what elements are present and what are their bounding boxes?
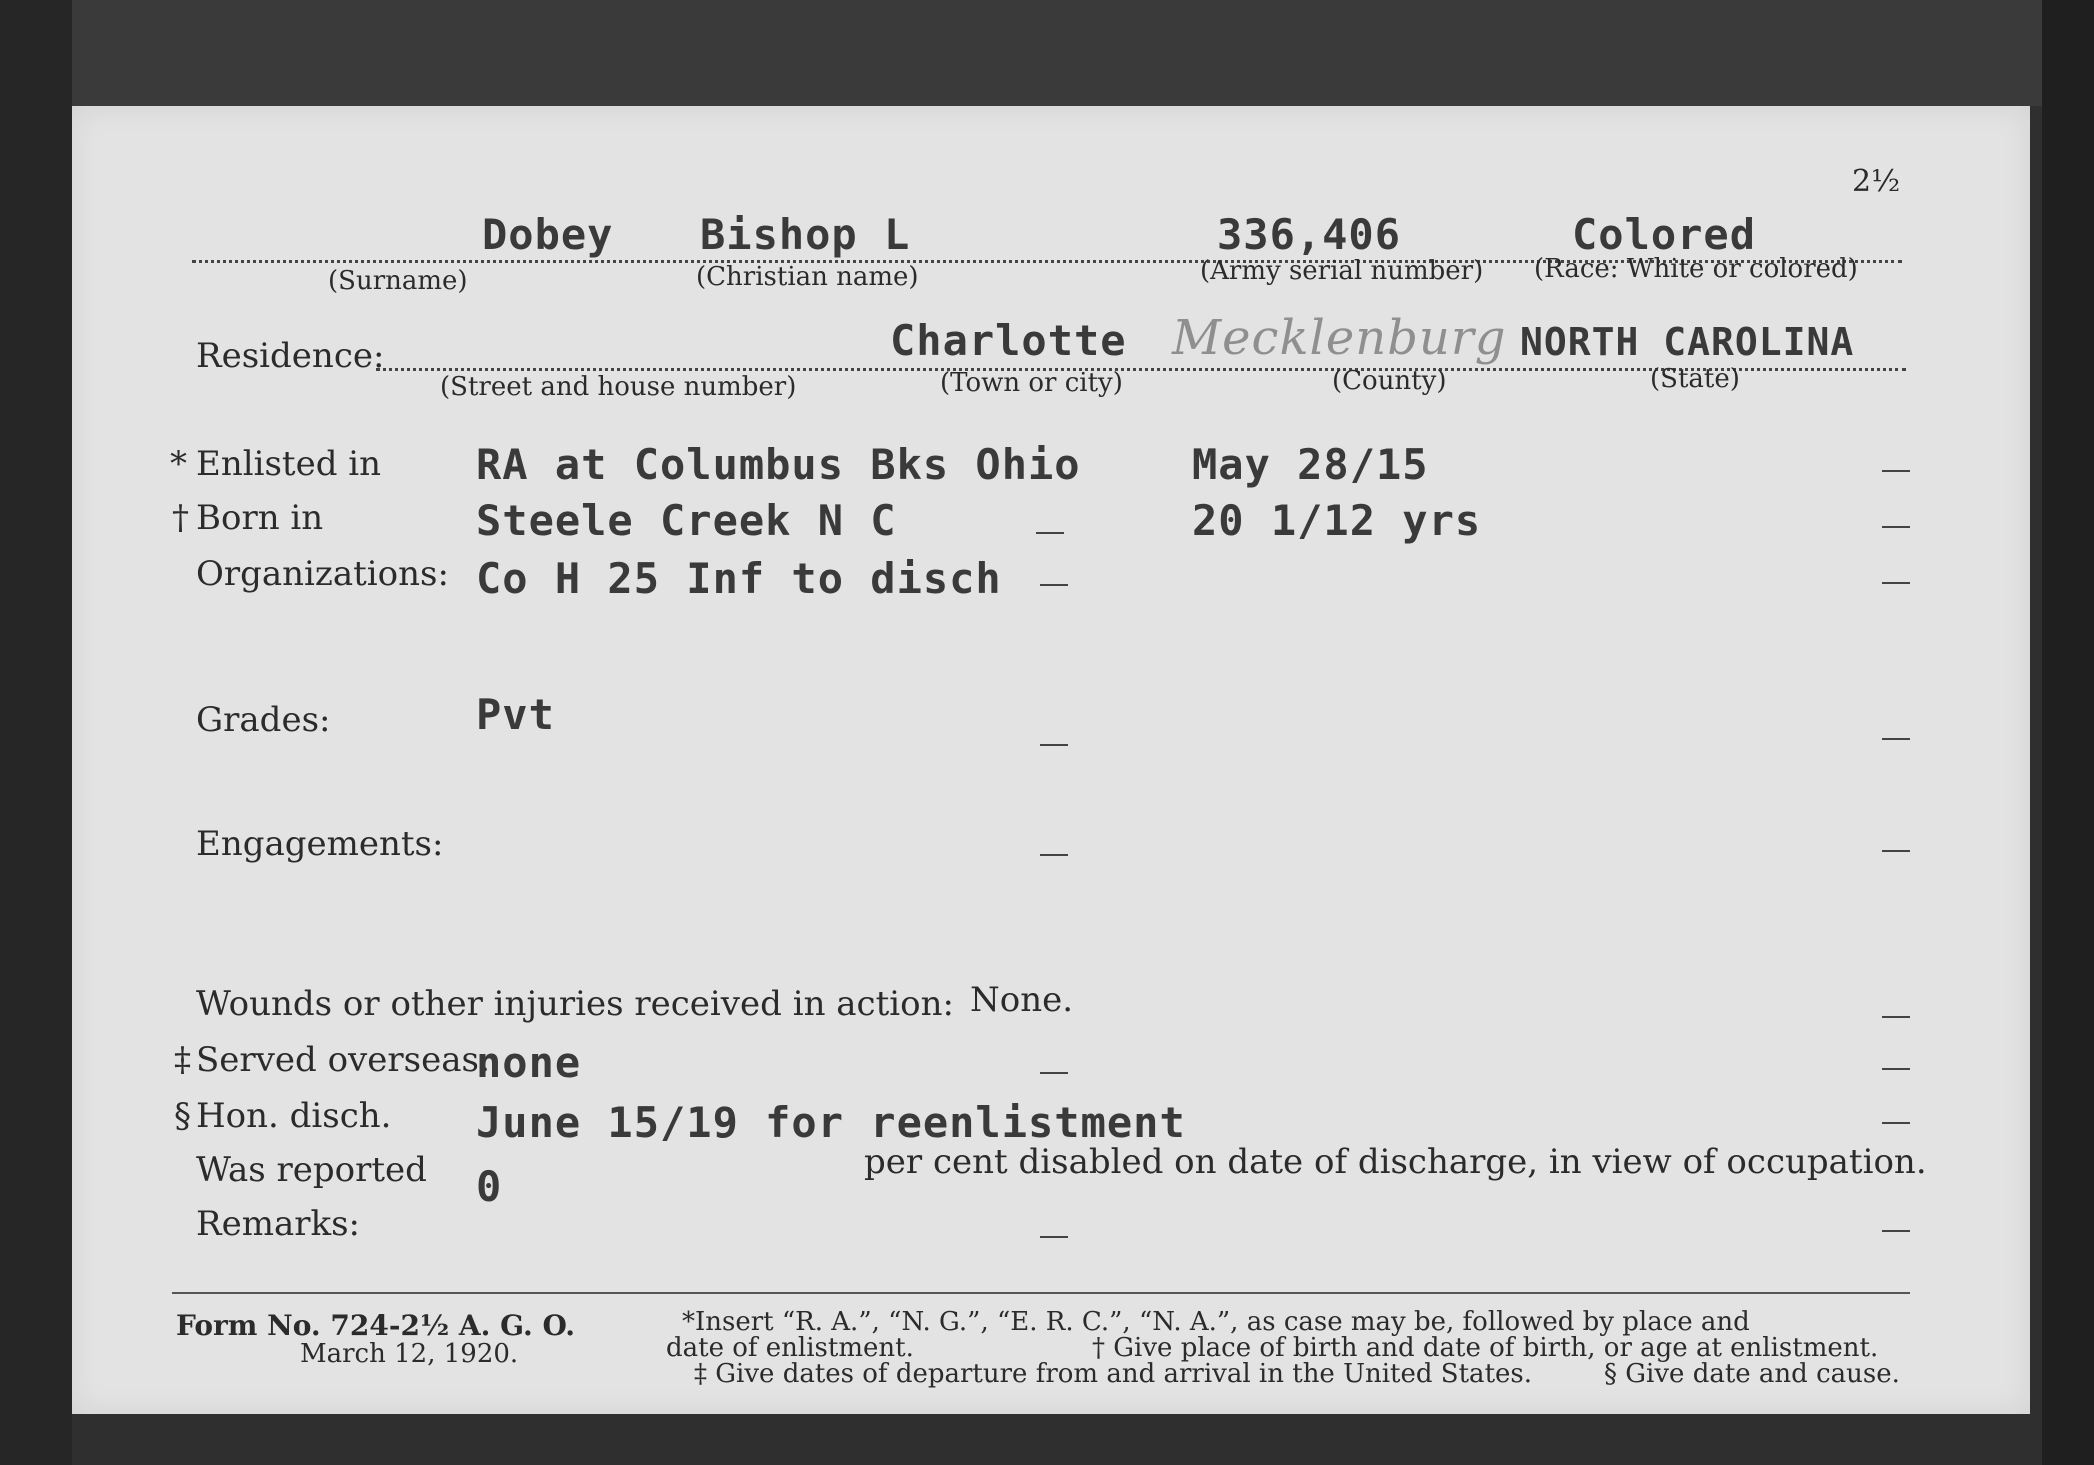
county-value: Mecklenburg <box>1172 310 1507 366</box>
dash-mark <box>1882 1068 1910 1070</box>
enlisted-value: RA at Columbus Bks Ohio <box>476 440 1081 489</box>
race-caption: (Race: White or colored) <box>1534 254 1858 284</box>
dash-mark <box>1882 582 1910 584</box>
footnote-birth: † Give place of birth and date of birth, or age at enlistment. <box>1092 1333 1879 1363</box>
surname-caption: (Surname) <box>328 266 468 296</box>
dash-mark <box>1040 584 1068 586</box>
surname-value: Dobey <box>482 210 614 259</box>
overseas-label: Served overseas: <box>196 1040 491 1080</box>
remarks-label: Remarks: <box>196 1204 360 1244</box>
discharge-label: Hon. disch. <box>196 1096 392 1136</box>
grades-label: Grades: <box>196 700 331 740</box>
race-value: Colored <box>1572 210 1757 259</box>
street-caption: (Street and house number) <box>440 372 797 402</box>
backdrop-right <box>2042 0 2094 1465</box>
reported-suffix: per cent disabled on date of discharge, in view of occupation. <box>864 1142 1927 1182</box>
born-age: 20 1/12 yrs <box>1192 496 1482 545</box>
serial-number-value: 336,406 <box>1217 210 1402 259</box>
dash-mark <box>1882 738 1910 740</box>
engagements-label: Engagements: <box>196 824 444 864</box>
corner-number: 2½ <box>1852 164 1901 199</box>
overseas-value: none <box>476 1038 582 1087</box>
dash-mark <box>1882 850 1910 852</box>
state-value: NORTH CAROLINA <box>1520 320 1855 364</box>
dash-mark <box>1040 1236 1068 1238</box>
form-date: March 12, 1920. <box>300 1339 519 1369</box>
state-caption: (State) <box>1650 364 1740 394</box>
dash-mark <box>1882 1122 1910 1124</box>
christian-name-caption: (Christian name) <box>696 262 919 292</box>
discharge-value: June 15/19 for reenlistment <box>476 1098 1186 1147</box>
dash-mark <box>1036 532 1064 534</box>
form-number: Form No. 724-2½ A. G. O. <box>176 1309 576 1342</box>
serial-number-caption: (Army serial number) <box>1200 256 1484 286</box>
organizations-label: Organizations: <box>196 554 449 594</box>
backdrop-top <box>72 0 2042 106</box>
residence-label: Residence: <box>196 336 385 376</box>
enlisted-marker: * <box>170 444 187 484</box>
county-caption: (County) <box>1332 366 1447 396</box>
born-marker: † <box>172 498 189 538</box>
dash-mark <box>1882 1230 1910 1232</box>
wounds-value: None. <box>970 980 1074 1020</box>
dash-mark <box>1882 1016 1910 1018</box>
dash-mark <box>1882 470 1910 472</box>
dash-mark <box>1040 744 1068 746</box>
dash-mark <box>1040 854 1068 856</box>
footnote-overseas: ‡ Give dates of departure from and arrival in the United States. <box>694 1359 1533 1389</box>
service-record-card <box>72 106 2030 1414</box>
enlisted-date: May 28/15 <box>1192 440 1429 489</box>
christian-name-value: Bishop L <box>700 210 911 259</box>
footnote-insert-cont: date of enlistment. <box>666 1333 914 1363</box>
footer-rule <box>172 1292 1910 1294</box>
town-caption: (Town or city) <box>940 368 1123 398</box>
dash-mark <box>1040 1072 1068 1074</box>
reported-value: 0 <box>476 1162 503 1211</box>
footnote-insert: *Insert “R. A.”, “N. G.”, “E. R. C.”, “N. A.”, as case may be, followed by place and <box>682 1307 1750 1337</box>
grades-value: Pvt <box>476 690 555 739</box>
born-label: Born in <box>196 498 324 538</box>
enlisted-label: Enlisted in <box>196 444 382 484</box>
born-value: Steele Creek N C <box>476 496 897 545</box>
footnote-discharge: § Give date and cause. <box>1604 1359 1900 1389</box>
discharge-marker: § <box>174 1096 191 1136</box>
backdrop-left <box>0 0 72 1465</box>
organizations-value: Co H 25 Inf to disch <box>476 554 1002 603</box>
reported-label: Was reported <box>196 1150 427 1190</box>
wounds-label: Wounds or other injuries received in action: <box>196 984 954 1024</box>
dash-mark <box>1882 526 1910 528</box>
town-value: Charlotte <box>890 316 1127 365</box>
overseas-marker: ‡ <box>174 1040 191 1080</box>
